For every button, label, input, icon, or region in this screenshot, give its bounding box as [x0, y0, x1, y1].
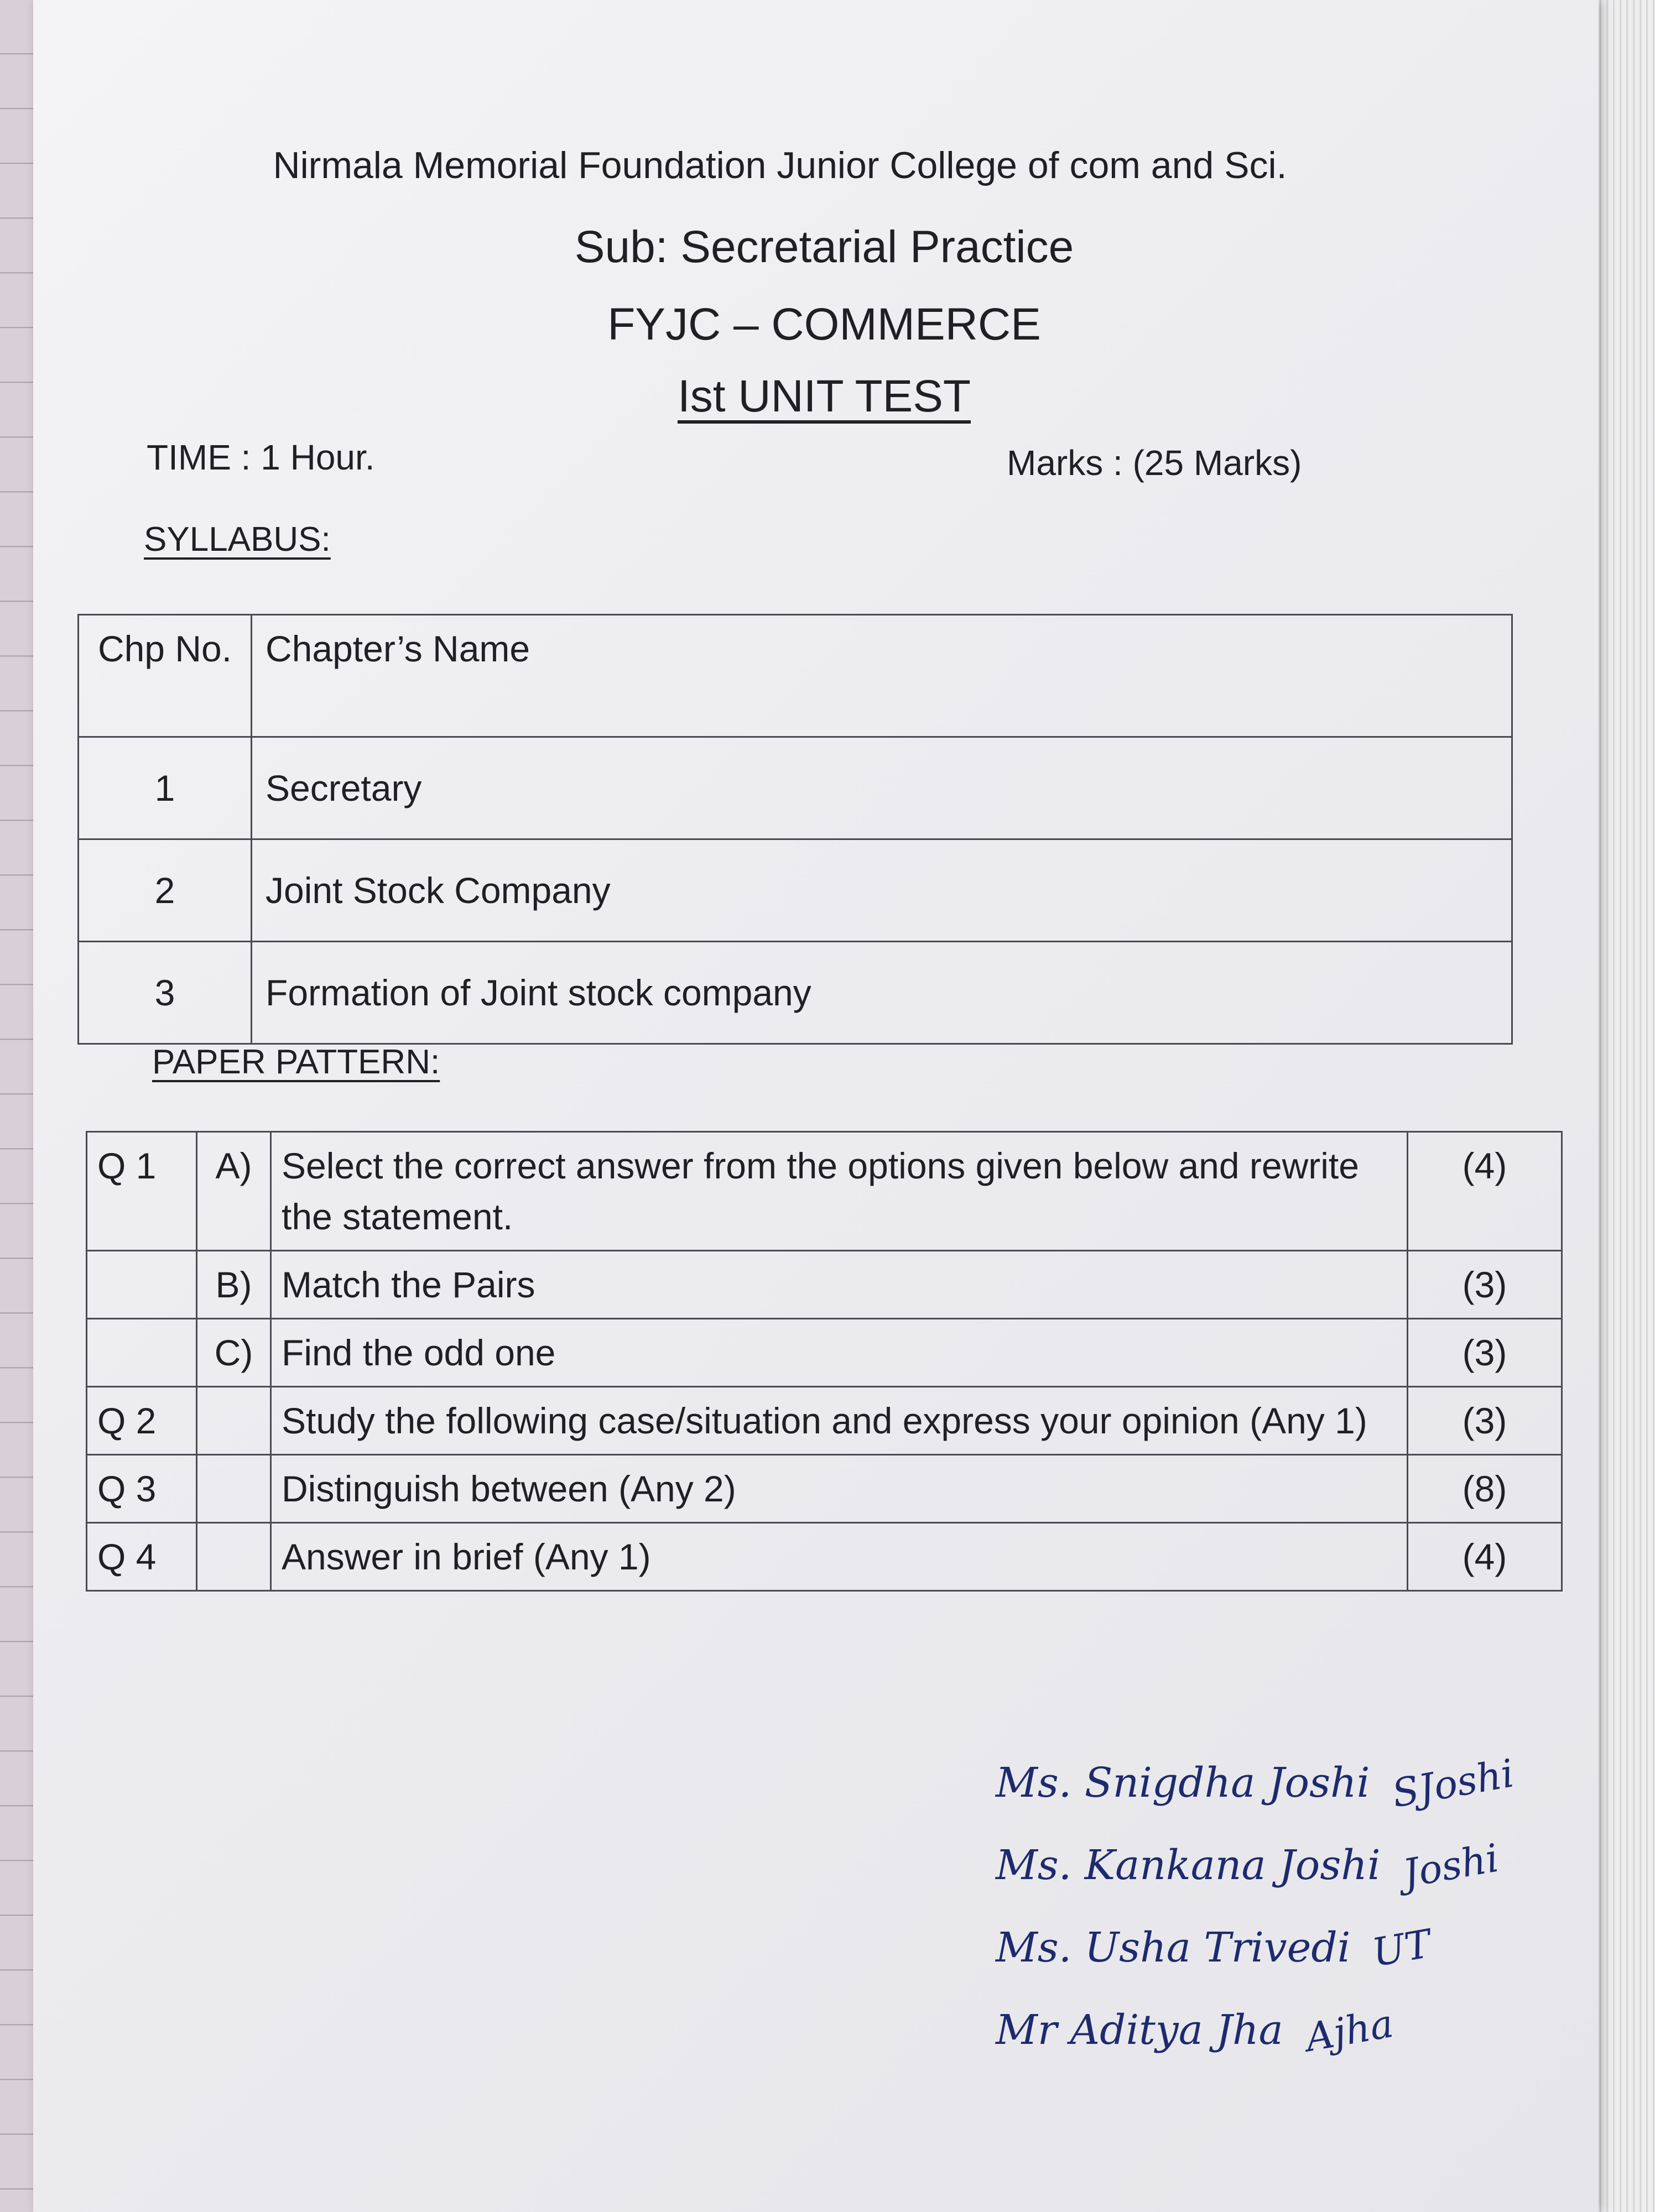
sub-question: B)	[197, 1251, 271, 1319]
table-row	[87, 1319, 1562, 1387]
question-number: Q 4	[87, 1523, 197, 1591]
sub-question	[197, 1387, 271, 1455]
question-number	[87, 1319, 197, 1387]
signature-line	[996, 1907, 1515, 1989]
table-row	[87, 1251, 1562, 1319]
signature-line	[996, 1824, 1515, 1907]
class-title: FYJC – COMMERCE	[607, 299, 1041, 349]
marks-label: Marks : (25 Marks)	[1007, 443, 1302, 483]
sub-question: A)	[197, 1132, 271, 1251]
signature-mark: Joshi	[1399, 1835, 1502, 1897]
paper-pattern-heading: PAPER PATTERN:	[152, 1043, 440, 1081]
sub-question	[197, 1455, 271, 1523]
teacher-name: Ms. Usha Trivedi	[996, 1924, 1351, 1971]
chapter-name: Secretary	[252, 737, 1512, 839]
signature-mark: SJoshi	[1388, 1750, 1518, 1817]
exam-paper	[33, 0, 1599, 2212]
table-row	[79, 737, 1512, 839]
table-row	[87, 1523, 1562, 1591]
syllabus-heading: SYLLABUS:	[144, 520, 331, 559]
table-row	[87, 1132, 1562, 1251]
question-text: Answer in brief (Any 1)	[271, 1523, 1408, 1591]
sub-question	[197, 1523, 271, 1591]
question-text: Match the Pairs	[271, 1251, 1408, 1319]
question-text: Distinguish between (Any 2)	[271, 1455, 1408, 1523]
signature-block	[996, 1742, 1518, 2072]
teacher-name: Ms. Snigdha Joshi	[996, 1759, 1370, 1807]
syllabus-table	[77, 614, 1513, 1045]
signature-line	[996, 1989, 1515, 2072]
chapter-name: Formation of Joint stock company	[252, 942, 1512, 1044]
table-row	[79, 942, 1512, 1044]
chapter-number: 1	[79, 737, 252, 839]
table-row	[87, 1387, 1562, 1455]
subject-title: Sub: Secretarial Practice	[574, 222, 1074, 272]
column-header: Chapter’s Name	[252, 615, 1512, 737]
table-row	[87, 1455, 1562, 1523]
paper-pattern-table	[86, 1131, 1563, 1592]
question-marks: (3)	[1408, 1251, 1562, 1319]
question-text: Select the correct answer from the options given below and rewrite the statement.	[271, 1132, 1408, 1251]
question-marks: (8)	[1408, 1455, 1562, 1523]
question-number	[87, 1251, 197, 1319]
table-row	[79, 839, 1512, 942]
college-name: Nirmala Memorial Foundation Junior College of com and Sci.	[273, 144, 1287, 186]
question-text: Study the following case/situation and express your opinion (Any 1)	[271, 1387, 1408, 1455]
chapter-name: Joint Stock Company	[252, 839, 1512, 942]
question-marks: (3)	[1408, 1319, 1562, 1387]
signature-mark: Ajha	[1302, 2000, 1397, 2061]
signature-mark: UT	[1369, 1921, 1435, 1976]
teacher-name: Mr Aditya Jha	[996, 2006, 1283, 2054]
chapter-number: 2	[79, 839, 252, 942]
question-number: Q 1	[87, 1132, 197, 1251]
question-number: Q 2	[87, 1387, 197, 1455]
table-header-row	[79, 615, 1512, 737]
question-text: Find the odd one	[271, 1319, 1408, 1387]
time-label: TIME : 1 Hour.	[147, 437, 375, 477]
column-header: Chp No.	[79, 615, 252, 737]
question-number: Q 3	[87, 1455, 197, 1523]
sub-question: C)	[197, 1319, 271, 1387]
test-title: Ist UNIT TEST	[677, 371, 971, 421]
teacher-name: Ms. Kankana Joshi	[996, 1841, 1381, 1889]
question-marks: (4)	[1408, 1132, 1562, 1251]
chapter-number: 3	[79, 942, 252, 1044]
signature-line	[996, 1742, 1518, 1824]
question-marks: (3)	[1408, 1387, 1562, 1455]
question-marks: (4)	[1408, 1523, 1562, 1591]
